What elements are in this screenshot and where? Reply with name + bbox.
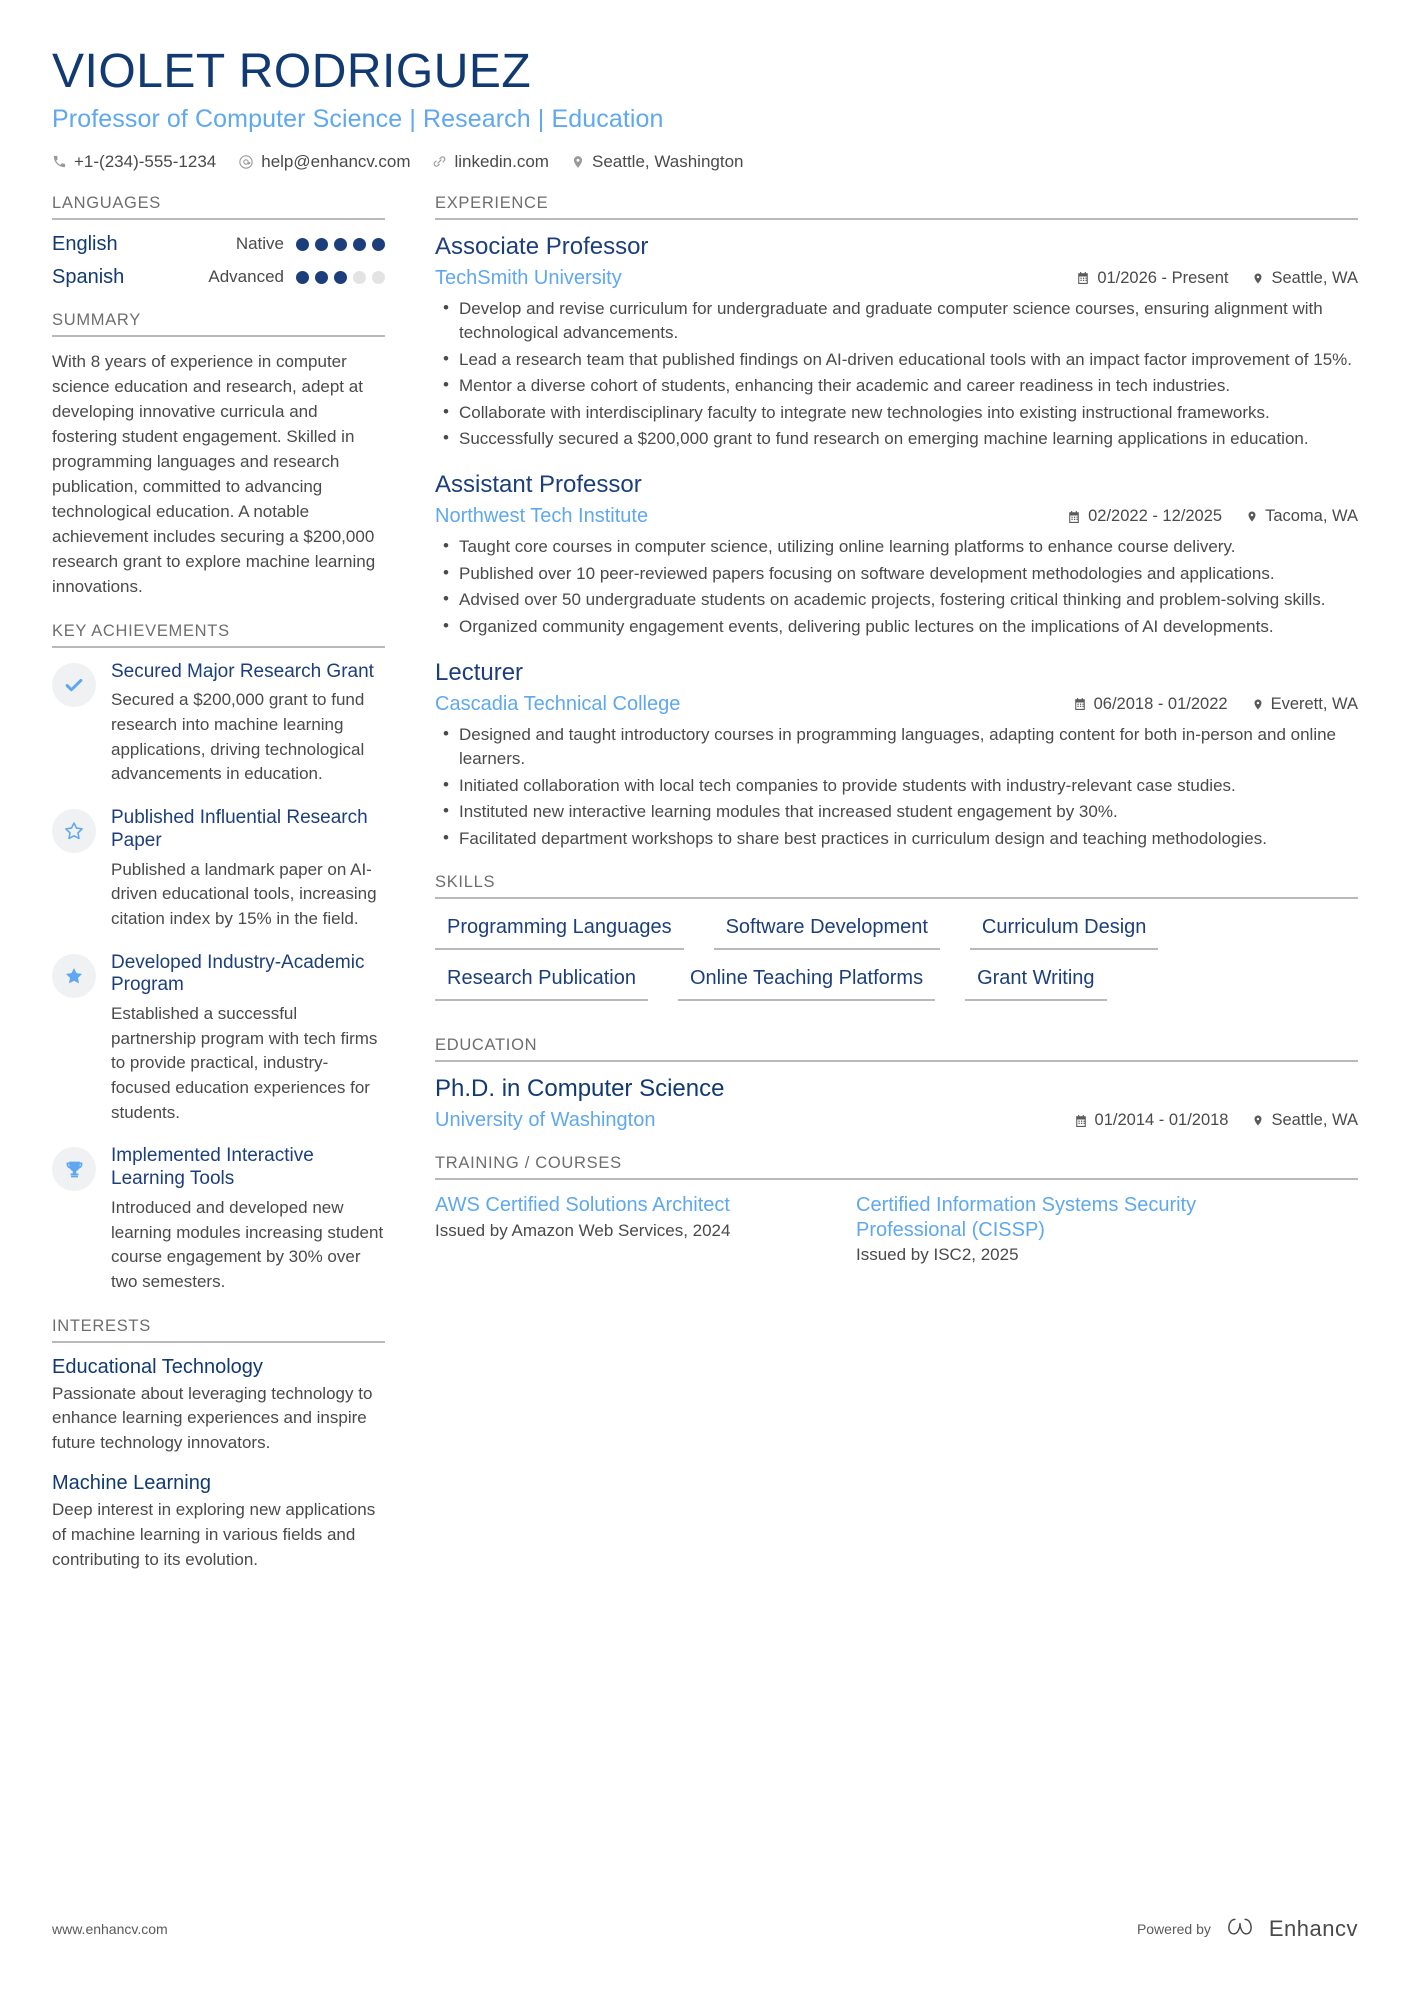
sidebar bbox=[52, 194, 385, 1595]
job-bullet: • Designed and taught introductory courses in programming languages, adapting content for both in-person and online learners. bbox=[435, 723, 1358, 772]
location-pin-icon bbox=[1246, 509, 1258, 524]
interest-item bbox=[52, 1356, 385, 1456]
section-title-interests: INTERESTS bbox=[52, 1316, 151, 1335]
training-list bbox=[435, 1193, 1358, 1265]
contact-link[interactable] bbox=[432, 152, 549, 172]
achievement-description: Established a successful partnership program with tech firms to provide practical, industry-focused education experiences for students. bbox=[111, 1004, 378, 1122]
education-meta bbox=[435, 1109, 1358, 1132]
achievement-item bbox=[52, 1145, 385, 1294]
calendar-icon bbox=[1074, 1114, 1088, 1128]
education-dates bbox=[1074, 1111, 1229, 1130]
job-bullet: • Facilitated department workshops to share best practices in curriculum design and teaching methodologies. bbox=[435, 827, 1358, 851]
experience-item bbox=[435, 233, 1358, 452]
section-rule bbox=[52, 1341, 385, 1343]
section-education bbox=[435, 1036, 1358, 1132]
location-pin-icon bbox=[1252, 697, 1264, 712]
section-rule bbox=[52, 335, 385, 337]
achievement-title: Secured Major Research Grant bbox=[111, 660, 374, 682]
calendar-icon bbox=[1076, 271, 1090, 285]
contact-row bbox=[52, 152, 1358, 172]
job-bullet: • Collaborate with interdisciplinary faculty to integrate new technologies into existing instructional frameworks. bbox=[435, 401, 1358, 425]
training-item bbox=[856, 1193, 1239, 1265]
achievement-description: Published a landmark paper on AI-driven educational tools, increasing citation index by 15% in the field. bbox=[111, 859, 377, 928]
footer-brand-name: Enhancv bbox=[1268, 1915, 1358, 1941]
experience-item bbox=[435, 471, 1358, 639]
education-item bbox=[435, 1075, 1358, 1132]
achievement-title: Developed Industry-Academic Program bbox=[111, 951, 365, 996]
job-bullet: • Advised over 50 undergraduate students on academic projects, fostering critical thinking and problem-solving skills. bbox=[435, 588, 1358, 612]
interest-description: Deep interest in exploring new applications of machine learning in various fields and contributing to its evolution. bbox=[52, 1500, 376, 1569]
link-icon bbox=[432, 154, 447, 169]
page-footer bbox=[0, 1914, 1410, 1943]
education-location-text: Seattle, WA bbox=[1271, 1111, 1358, 1130]
section-rule bbox=[52, 218, 385, 220]
language-rating-dots bbox=[296, 271, 385, 284]
enhancv-logo-icon bbox=[1223, 1914, 1257, 1943]
job-bullet: • Instituted new interactive learning modules that increased student engagement by 30%. bbox=[435, 800, 1358, 824]
resume-header bbox=[52, 46, 1358, 172]
section-rule bbox=[435, 1060, 1358, 1062]
achievement-description: Secured a $200,000 grant to fund research into machine learning applications, driving technological advancements in education. bbox=[111, 690, 365, 784]
star-outline-icon bbox=[52, 809, 96, 853]
interest-item bbox=[52, 1472, 385, 1572]
job-bullet: • Lead a research team that published findings on AI-driven educational tools with an impact factor improvement of 15%. bbox=[435, 348, 1358, 372]
interest-title: Machine Learning bbox=[52, 1472, 211, 1495]
education-school: University of Washington bbox=[435, 1109, 656, 1132]
job-dates bbox=[1067, 507, 1222, 526]
footer-website[interactable]: www.enhancv.com bbox=[52, 1920, 168, 1937]
section-rule bbox=[435, 218, 1358, 220]
job-bullets bbox=[435, 297, 1358, 452]
section-summary bbox=[52, 311, 385, 600]
job-company: TechSmith University bbox=[435, 266, 622, 289]
section-title-training: TRAINING / COURSES bbox=[435, 1154, 622, 1173]
footer-powered-by: Powered by bbox=[1136, 1920, 1211, 1937]
education-degree: Ph.D. in Computer Science bbox=[435, 1075, 725, 1103]
education-dates-text: 01/2014 - 01/2018 bbox=[1094, 1111, 1229, 1130]
language-level: Native bbox=[235, 234, 284, 254]
section-training bbox=[435, 1154, 1358, 1265]
location-pin-icon bbox=[1252, 1113, 1264, 1128]
star-filled-icon bbox=[52, 954, 96, 998]
contact-location bbox=[571, 152, 744, 172]
job-bullet: • Mentor a diverse cohort of students, enhancing their academic and career readiness in tech industries. bbox=[435, 374, 1358, 398]
achievement-item bbox=[52, 952, 385, 1126]
training-name: AWS Certified Solutions Architect bbox=[435, 1194, 730, 1217]
trophy-icon bbox=[52, 1147, 96, 1191]
contact-phone-text: +1-(234)-555-1234 bbox=[74, 151, 217, 171]
job-bullet: • Successfully secured a $200,000 grant to fund research on emerging machine learning applications in education. bbox=[435, 427, 1358, 451]
skill-chip: Software Development bbox=[714, 912, 940, 950]
job-company: Cascadia Technical College bbox=[435, 692, 681, 715]
section-experience bbox=[435, 194, 1358, 851]
resume-columns bbox=[52, 194, 1358, 1595]
achievement-item bbox=[52, 807, 385, 932]
contact-email[interactable] bbox=[238, 152, 410, 172]
candidate-name: VIOLET RODRIGUEZ bbox=[52, 45, 532, 98]
section-skills bbox=[435, 873, 1358, 1014]
job-title: Assistant Professor bbox=[435, 471, 642, 499]
section-title-languages: LANGUAGES bbox=[52, 193, 161, 212]
job-bullet: • Published over 10 peer-reviewed papers focusing on software development methodologies and applications. bbox=[435, 562, 1358, 586]
skill-chip: Grant Writing bbox=[965, 963, 1106, 1001]
location-pin-icon bbox=[1252, 271, 1264, 286]
language-level: Advanced bbox=[208, 267, 284, 287]
experience-item bbox=[435, 659, 1358, 851]
training-issuer: Issued by ISC2, 2025 bbox=[856, 1245, 1019, 1265]
job-dates-text: 01/2026 - Present bbox=[1097, 268, 1229, 287]
job-title: Lecturer bbox=[435, 659, 524, 687]
job-meta bbox=[435, 505, 1358, 528]
section-rule bbox=[435, 1178, 1358, 1180]
email-icon bbox=[238, 154, 254, 170]
calendar-icon bbox=[1073, 697, 1087, 711]
job-dates-text: 06/2018 - 01/2022 bbox=[1093, 694, 1228, 713]
phone-icon bbox=[52, 154, 67, 169]
achievement-item bbox=[52, 661, 385, 787]
location-pin-icon bbox=[571, 154, 585, 170]
job-location-text: Seattle, WA bbox=[1271, 268, 1358, 287]
language-rating-dots bbox=[296, 238, 385, 251]
section-title-summary: SUMMARY bbox=[52, 310, 141, 329]
skill-chip: Programming Languages bbox=[435, 912, 684, 950]
section-title-key-achievements: KEY ACHIEVEMENTS bbox=[52, 621, 230, 640]
training-issuer: Issued by Amazon Web Services, 2024 bbox=[435, 1220, 731, 1240]
job-location-text: Tacoma, WA bbox=[1265, 507, 1358, 526]
interest-description: Passionate about leveraging technology to enhance learning experiences and inspire future technology innovators. bbox=[52, 1383, 373, 1452]
job-title: Associate Professor bbox=[435, 232, 649, 260]
job-location-text: Everett, WA bbox=[1270, 694, 1358, 713]
skills-list bbox=[435, 912, 1358, 1014]
job-bullet: • Taught core courses in computer science, utilizing online learning platforms to enhance course delivery. bbox=[435, 535, 1358, 559]
job-bullets bbox=[435, 535, 1358, 639]
section-languages bbox=[52, 194, 385, 289]
education-location bbox=[1252, 1111, 1358, 1130]
section-title-experience: EXPERIENCE bbox=[435, 193, 549, 212]
job-location bbox=[1252, 695, 1358, 714]
skill-chip: Curriculum Design bbox=[970, 912, 1159, 950]
job-meta bbox=[435, 693, 1358, 716]
job-location bbox=[1246, 507, 1358, 526]
job-bullets bbox=[435, 723, 1358, 851]
job-meta bbox=[435, 267, 1358, 290]
candidate-headline: Professor of Computer Science | Research | Education bbox=[52, 104, 664, 133]
achievement-title: Published Influential Research Paper bbox=[111, 807, 368, 851]
section-title-skills: SKILLS bbox=[435, 873, 496, 892]
check-icon bbox=[52, 663, 96, 707]
job-bullet: • Initiated collaboration with local tech companies to provide students with industry-relevant case studies. bbox=[435, 774, 1358, 798]
contact-email-text: help@enhancv.com bbox=[261, 151, 411, 171]
language-item bbox=[52, 266, 385, 289]
job-bullet: • Organized community engagement events, delivering public lectures on the implications of AI developments. bbox=[435, 615, 1358, 639]
language-item bbox=[52, 233, 385, 256]
section-key-achievements bbox=[52, 622, 385, 1295]
achievement-description: Introduced and developed new learning modules increasing student course engagement by 30% over two semesters. bbox=[111, 1197, 384, 1291]
training-item bbox=[435, 1193, 818, 1265]
calendar-icon bbox=[1067, 510, 1081, 524]
contact-location-text: Seattle, Washington bbox=[591, 151, 744, 171]
language-name: Spanish bbox=[52, 265, 125, 288]
contact-link-text: linkedin.com bbox=[454, 151, 549, 171]
job-location bbox=[1252, 269, 1358, 288]
summary-text: With 8 years of experience in computer science education and research, adept at developing innovative curricula and fostering student engagement. Skilled in programming languages and research publication, committed to advancing technological education. A notable achievement includes securing a $200,000 research grant to explore machine learning innovations. bbox=[52, 351, 376, 596]
contact-phone[interactable] bbox=[52, 152, 216, 172]
skill-chip: Online Teaching Platforms bbox=[678, 963, 935, 1001]
language-name: English bbox=[52, 232, 118, 255]
job-bullet: • Develop and revise curriculum for undergraduate and graduate computer science courses, ensuring alignment with technological advancements. bbox=[435, 297, 1358, 346]
main-column bbox=[435, 194, 1358, 1287]
training-name: Certified Information Systems Security Professional (CISSP) bbox=[856, 1194, 1197, 1241]
job-company: Northwest Tech Institute bbox=[435, 505, 649, 528]
section-interests bbox=[52, 1317, 385, 1573]
job-dates bbox=[1073, 695, 1228, 714]
interest-title: Educational Technology bbox=[52, 1355, 263, 1378]
section-title-education: EDUCATION bbox=[435, 1036, 538, 1055]
achievement-title: Implemented Interactive Learning Tools bbox=[111, 1145, 314, 1190]
section-rule bbox=[435, 897, 1358, 899]
skill-chip: Research Publication bbox=[435, 963, 648, 1001]
footer-brand bbox=[1137, 1914, 1358, 1943]
job-dates-text: 02/2022 - 12/2025 bbox=[1088, 507, 1223, 526]
job-dates bbox=[1076, 269, 1228, 288]
section-rule bbox=[52, 646, 385, 648]
